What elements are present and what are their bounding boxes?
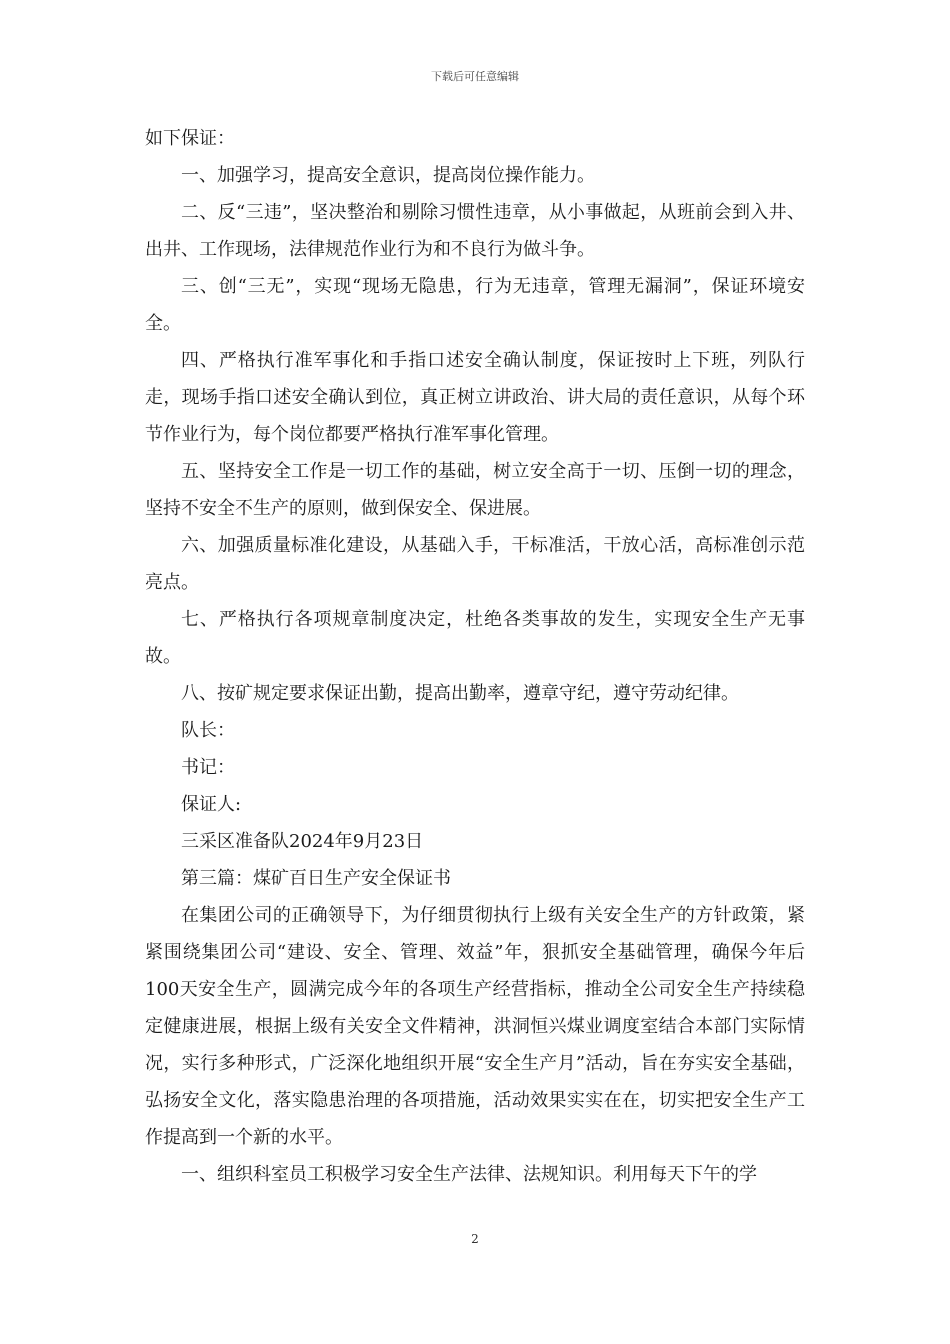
paragraph: 三、创“三无”，实现“现场无隐患，行为无违章，管理无漏洞”，保证环境安全。 (145, 276, 805, 334)
paragraph: 二、反“三违”，坚决整治和剔除习惯性违章，从小事做起，从班前会到入井、出井、工作现场，法律规范作业行为和不良行为做斗争。 (145, 202, 805, 260)
paragraph: 七、严格执行各项规章制度决定，杜绝各类事故的发生，实现安全生产无事故。 (145, 609, 805, 667)
paragraph: 保证人: (181, 794, 242, 815)
paragraph: 一、组织科室员工积极学习安全生产法律、法规知识。利用每天下午的学 (181, 1164, 757, 1185)
paragraph: 队长： (181, 720, 235, 741)
page-header: 下载后可任意编辑 (431, 70, 519, 83)
paragraph: 四、严格执行准军事化和手指口述安全确认制度，保证按时上下班，列队行走，现场手指口述安全确认到位，真正树立讲政治、讲大局的责任意识，从每个环节作业行为，每个岗位都要严格执行准军事化管理。 (145, 350, 805, 445)
paragraph: 八、按矿规定要求保证出勤，提高出勤率，遵章守纪，遵守劳动纪律。 (181, 683, 739, 704)
paragraph: 在集团公司的正确领导下，为仔细贯彻执行上级有关安全生产的方针政策，紧紧围绕集团公司“建设、安全、管理、效益”年，狠抓安全基础管理，确保今年后100天安全生产，圆满完成今年的各项生产经营指标，推动全公司安全生产持续稳定健康进展，根据上级有关安全文件精神，洪洞恒兴煤业调度室结合本部门实际情况，实行多种形式，广泛深化地组织开展“安全生产月”活动，旨在夯实安全基础，弘扬安全文化，落实隐患治理的各项措施，活动效果实实在在，切实把安全生产工作提高到一个新的水平。 (145, 905, 805, 1148)
document-body (145, 120, 805, 1193)
paragraph: 如下保证： (145, 128, 235, 149)
paragraph: 六、加强质量标准化建设，从基础入手，干标准活，干放心活，高标准创示范亮点。 (145, 535, 805, 593)
paragraph: 书记： (181, 757, 235, 778)
paragraph: 第三篇：煤矿百日生产安全保证书 (181, 868, 451, 889)
paragraph: 三采区准备队2024年9月23日 (181, 831, 424, 852)
paragraph: 五、坚持安全工作是一切工作的基础，树立安全高于一切、压倒一切的理念，坚持不安全不生产的原则，做到保安全、保进展。 (145, 461, 805, 519)
paragraph: 一、加强学习，提高安全意识，提高岗位操作能力。 (181, 165, 595, 186)
page-number: 2 (471, 1232, 479, 1246)
